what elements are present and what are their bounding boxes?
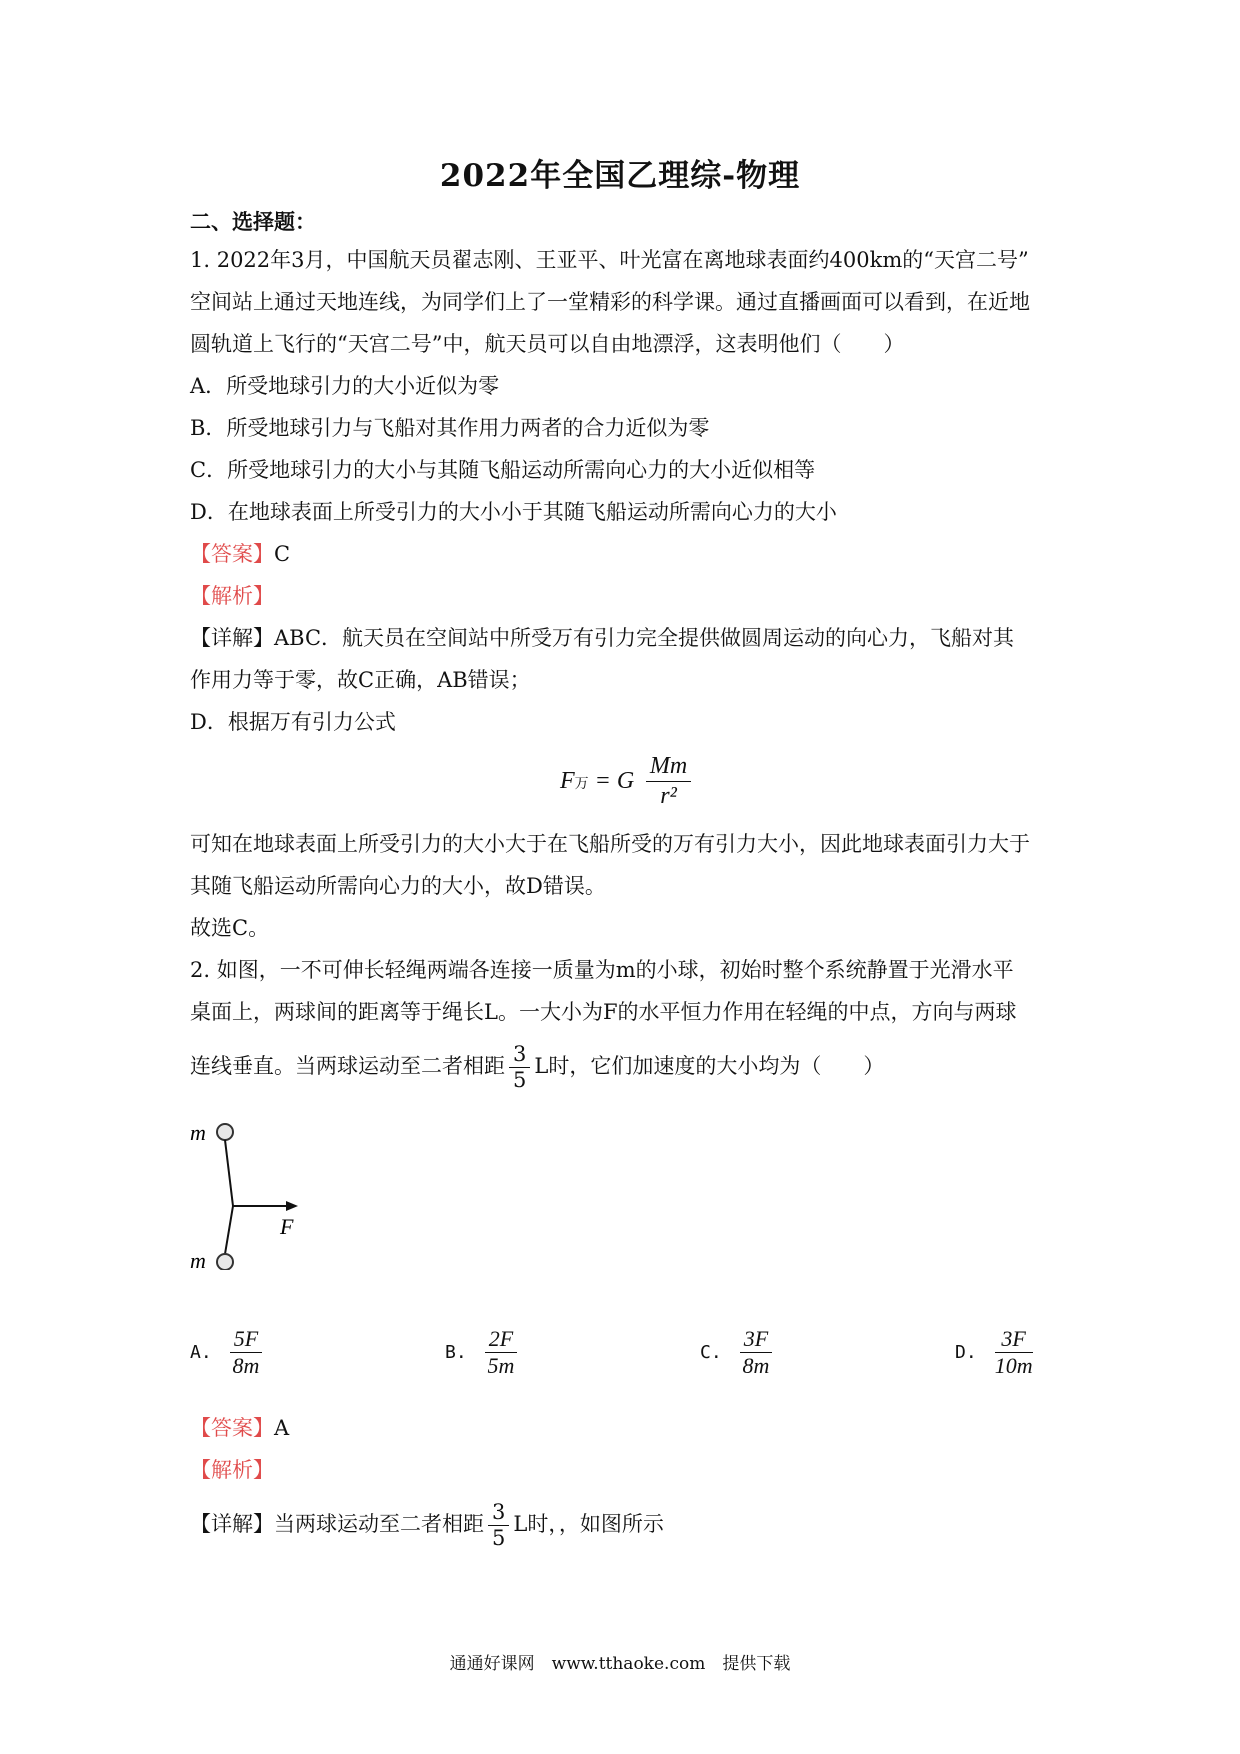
option-letter: D. <box>955 1342 977 1364</box>
fraction-denominator: 5 <box>513 1068 527 1093</box>
gravitation-formula <box>560 752 695 811</box>
q2-option-c <box>700 1326 776 1380</box>
q1-option-c: C．所受地球引力的大小与其随飞船运动所需向心力的大小近似相等 <box>190 458 816 482</box>
q1-detail-line-3: D．根据万有引力公式 <box>190 710 396 734</box>
q1-answer-value: C <box>274 542 291 566</box>
q1-conclusion: 故选C。 <box>190 916 270 940</box>
q2-stem-line-3-post: L时，它们加速度的大小均为（ ） <box>534 1054 885 1079</box>
q2-answer-value: A <box>274 1416 290 1440</box>
option-fraction <box>740 1326 772 1380</box>
option-denominator: 10m <box>994 1353 1033 1379</box>
q1-option-b: B．所受地球引力与飞船对其作用力两者的合力近似为零 <box>190 416 710 440</box>
option-letter: B. <box>445 1342 467 1364</box>
q1-answer-row <box>190 538 290 568</box>
formula-fraction <box>646 752 691 811</box>
q1-detail-line-1 <box>190 622 1014 652</box>
q1-stem-line-3: 圆轨道上飞行的“天宫二号”中，航天员可以自由地漂浮，这表明他们（ ） <box>190 332 905 356</box>
section-heading: 二、选择题： <box>190 209 316 234</box>
force-label: F <box>280 1214 294 1239</box>
q2-detail-pre: 当两球运动至二者相距 <box>274 1512 484 1537</box>
q2-answer-row <box>190 1412 289 1442</box>
option-fraction <box>230 1326 262 1380</box>
page-title: 2022年全国乙理综-物理 <box>439 158 801 194</box>
formula-numerator: Mm <box>646 752 691 782</box>
q2-stem-line-3 <box>190 1042 884 1093</box>
formula-lhs: F <box>560 767 575 794</box>
option-fraction <box>995 1326 1033 1380</box>
rope-upper <box>225 1140 233 1206</box>
q2-option-a <box>190 1326 266 1380</box>
q2-option-d <box>955 1326 1037 1380</box>
option-denominator: 8m <box>742 1353 770 1379</box>
formula-equals-g: = G <box>588 767 635 794</box>
answer-tag: 【答案】 <box>190 542 274 566</box>
q1-detail-text-1: ABC．航天员在空间站中所受万有引力完全提供做圆周运动的向心力，飞船对其 <box>274 626 1015 650</box>
q1-stem-line-1: 1. 2022年3月，中国航天员翟志刚、王亚平、叶光富在离地球表面约400km的“天宫二号” <box>190 248 1029 272</box>
option-numerator: 3F <box>740 1326 772 1353</box>
q2-analysis-tag: 【解析】 <box>190 1458 274 1482</box>
rope-lower <box>225 1206 233 1254</box>
force-arrow-head <box>286 1201 298 1211</box>
q2-option-b <box>445 1326 521 1380</box>
q1-analysis-tag: 【解析】 <box>190 584 274 608</box>
formula-denominator: r² <box>660 782 677 809</box>
q2-diagram <box>180 1110 330 1270</box>
option-letter: C. <box>700 1342 722 1364</box>
q1-option-a: A．所受地球引力的大小近似为零 <box>190 374 500 398</box>
q2-stem-line-2: 桌面上，两球间的距离等于绳长L。一大小为F的水平恒力作用在轻绳的中点，方向与两球 <box>190 1000 1017 1024</box>
answer-tag: 【答案】 <box>190 1416 274 1440</box>
formula-subscript: 万 <box>574 775 589 792</box>
fraction-numerator: 3 <box>509 1042 530 1068</box>
option-numerator: 5F <box>230 1326 262 1353</box>
fraction-numerator: 3 <box>488 1500 509 1526</box>
q2-stem-line-3-pre: 连线垂直。当两球运动至二者相距 <box>190 1054 505 1079</box>
page-footer: 通通好课网 www.tthaoke.com 提供下载 <box>449 1654 791 1674</box>
option-numerator: 3F <box>995 1326 1033 1353</box>
mass-label-bottom: m <box>190 1248 206 1270</box>
option-numerator: 2F <box>485 1326 517 1353</box>
q2-stem-line-1: 2. 如图，一不可伸长轻绳两端各连接一质量为m的小球，初始时整个系统静置于光滑水平 <box>190 958 1014 982</box>
detail-tag: 【详解】 <box>190 626 274 650</box>
q2-detail-post: L时，，如图所示 <box>513 1512 664 1537</box>
q2-distance-fraction <box>509 1042 530 1093</box>
q1-detail-line-5: 其随飞船运动所需向心力的大小，故D错误。 <box>190 874 606 898</box>
fraction-denominator: 5 <box>492 1526 506 1551</box>
detail-tag: 【详解】 <box>190 1512 274 1537</box>
option-fraction <box>485 1326 517 1380</box>
option-letter: A. <box>190 1342 212 1364</box>
q2-detail-line <box>190 1500 664 1551</box>
q1-detail-line-2: 作用力等于零，故C正确，AB错误； <box>190 668 531 692</box>
ball-top <box>217 1124 233 1140</box>
q1-option-d: D．在地球表面上所受引力的大小小于其随飞船运动所需向心力的大小 <box>190 500 837 524</box>
option-denominator: 8m <box>232 1353 260 1379</box>
q2-detail-fraction <box>488 1500 509 1551</box>
q1-detail-line-4: 可知在地球表面上所受引力的大小大于在飞船所受的万有引力大小，因此地球表面引力大于 <box>190 832 1030 856</box>
ball-bottom <box>217 1254 233 1270</box>
option-denominator: 5m <box>487 1353 515 1379</box>
q1-stem-line-2: 空间站上通过天地连线，为同学们上了一堂精彩的科学课。通过直播画面可以看到，在近地 <box>190 290 1030 314</box>
mass-label-top: m <box>190 1120 206 1145</box>
